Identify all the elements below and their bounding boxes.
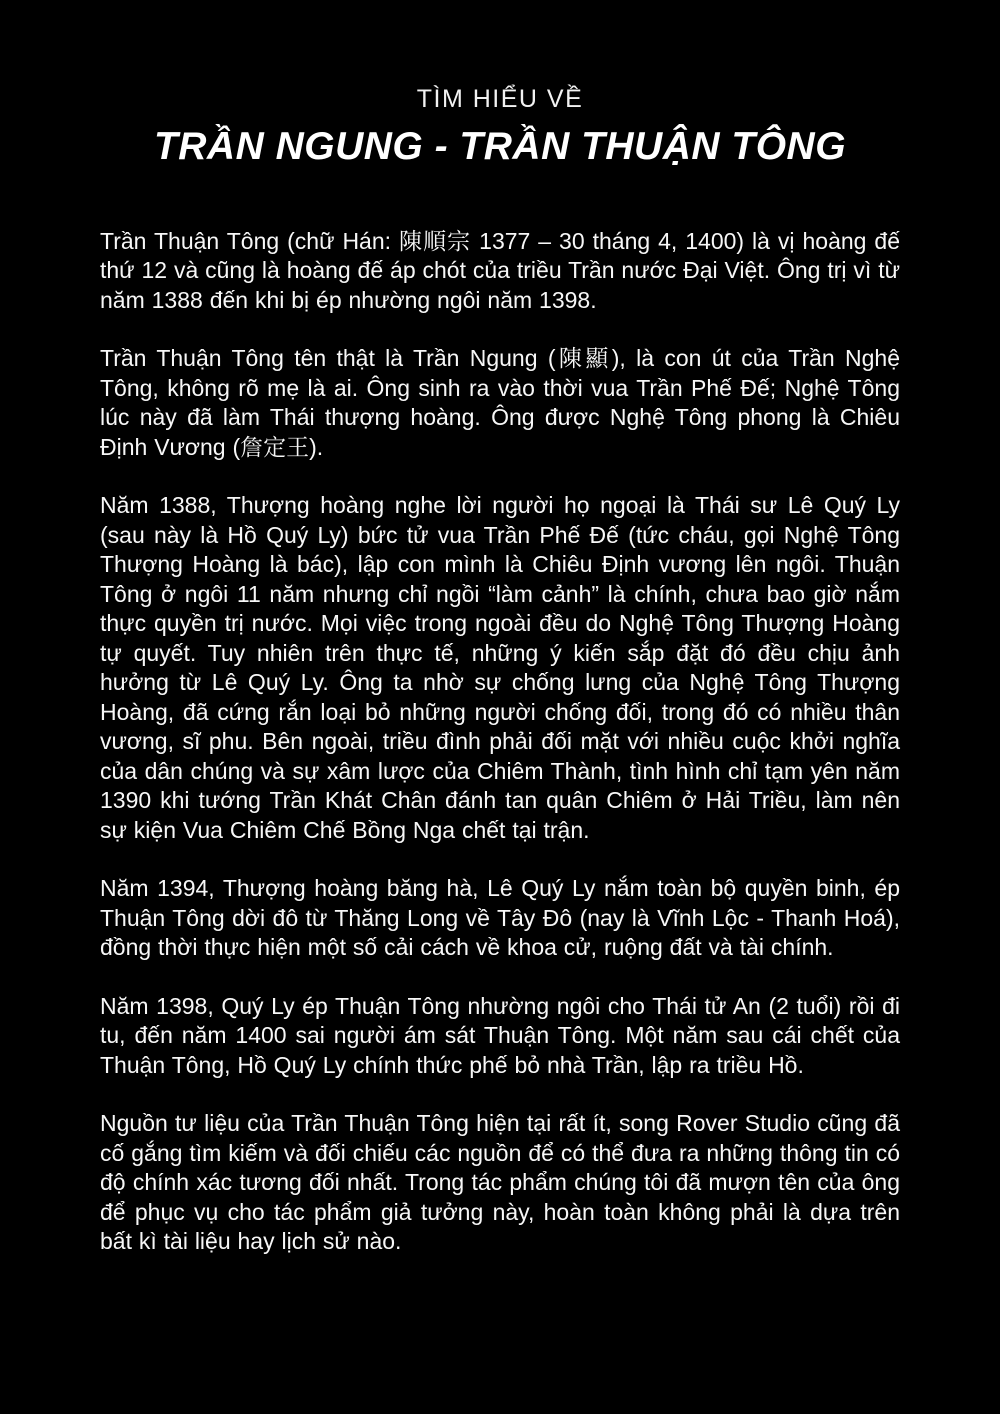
paragraph-origin: Trần Thuận Tông tên thật là Trần Ngung (陳顯), là con út của Trần Nghệ Tông, không rõ mẹ là ai. Ông sinh ra vào thời vua Trần Phế Đế; Nghệ Tông lúc này đã làm Thái thượng hoàng. Ông được Nghệ Tông phong là Chiêu Định Vương (詹定王). <box>100 345 900 460</box>
paragraph-year-1394: Năm 1394, Thượng hoàng băng hà, Lê Quý Ly nắm toàn bộ quyền binh, ép Thuận Tông dời đô từ Thăng Long về Tây Đô (nay là Vĩnh Lộc - Thanh Hoá), đồng thời thực hiện một số cải cách về khoa cử, ruộng đất và tài chính. <box>100 875 900 961</box>
kicker-text: TÌM HIỂU VỀ <box>416 85 584 113</box>
paragraph-sources-note: Nguồn tư liệu của Trần Thuận Tông hiện tại rất ít, song Rover Studio cũng đã cố gắng tìm kiếm và đối chiếu các nguồn để có thể đưa ra những thông tin có độ chính xác tương đối nhất. Trong tác phẩm chúng tôi đã mượn tên của ông để phục vụ cho tác phẩm giả tưởng này, hoàn toàn không phải là dựa trên bất kì tài liệu hay lịch sử nào. <box>100 1110 900 1255</box>
paragraph-year-1398: Năm 1398, Quý Ly ép Thuận Tông nhường ngôi cho Thái tử An (2 tuổi) rồi đi tu, đến năm 1400 sai người ám sát Thuận Tông. Một năm sau cái chết của Thuận Tông, Hồ Quý Ly chính thức phế bỏ nhà Trần, lập ra triều Hồ. <box>100 992 900 1078</box>
paragraph-reign-1388: Năm 1388, Thượng hoàng nghe lời người họ ngoại là Thái sư Lê Quý Ly (sau này là Hồ Quý Ly) bức tử vua Trần Phế Đế (tức cháu, gọi Nghệ Tông Thượng Hoàng là bác), lập con mình là Chiêu Định vương lên ngôi. Thuận Tông ở ngôi 11 năm nhưng chỉ ngồi “làm cảnh” là chính, chưa bao giờ nắm thực quyền trị nước. Mọi việc trong ngoài đều do Nghệ Tông Thượng Hoàng tự quyết. Tuy nhiên trên thực tế, những ý kiến sắp đặt đó đều chịu ảnh hưởng từ Lê Quý Ly. Ông ta nhờ sự chống lưng của Nghệ Tông Thượng Hoàng, đã cứng rắn loại bỏ những người chống đối, trong đó có nhiều thân vương, sĩ phu. Bên ngoài, triều đình phải đối mặt với nhiều cuộc khởi nghĩa của dân chúng và sự xâm lược của Chiêm Thành, tình hình chỉ tạm yên năm 1390 khi tướng Trần Khát Chân đánh tan quân Chiêm ở Hải Triều, làm nên sự kiện Vua Chiêm Chế Bồng Nga chết tại trận. <box>100 492 900 843</box>
page-title: TRẦN NGUNG - TRẦN THUẬN TÔNG <box>153 125 847 168</box>
article-body <box>100 227 900 1257</box>
paragraph-overview: Trần Thuận Tông (chữ Hán: 陳順宗 1377 – 30 tháng 4, 1400) là vị hoàng đế thứ 12 và cũng là hoàng đế áp chót của triều Trần nước Đại Việt. Ông trị vì từ năm 1388 đến khi bị ép nhường ngôi năm 1398. <box>100 227 900 313</box>
